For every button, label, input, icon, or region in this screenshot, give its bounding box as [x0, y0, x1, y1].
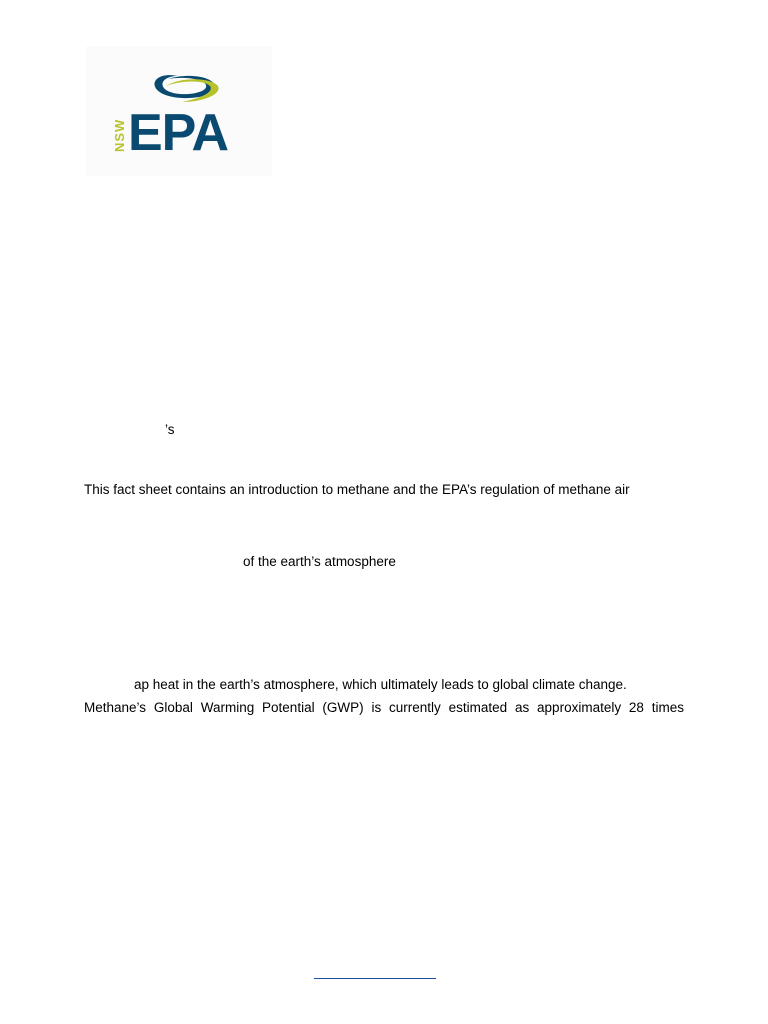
nsw-epa-logo [86, 46, 272, 176]
body-text-gwp: Methane’s Global Warming Potential (GWP) is currently estimated as approximately 28 times [84, 700, 684, 715]
body-text-intro: This fact sheet contains an introduction to methane and the EPA’s regulation of methane air [84, 482, 630, 497]
body-text-line-4: ap heat in the earth’s atmosphere, which ultimately leads to global climate change. [134, 677, 627, 692]
logo-state-text: NSW [112, 118, 127, 152]
footer-link-underline[interactable] [314, 978, 436, 979]
epa-logo-graphic [86, 46, 272, 176]
body-text-line-1: ’s [165, 422, 175, 437]
logo-agency-text: EPA [128, 104, 229, 162]
body-text-line-3: of the earth’s atmosphere [243, 554, 396, 569]
logo-swoosh-lime [166, 79, 219, 102]
